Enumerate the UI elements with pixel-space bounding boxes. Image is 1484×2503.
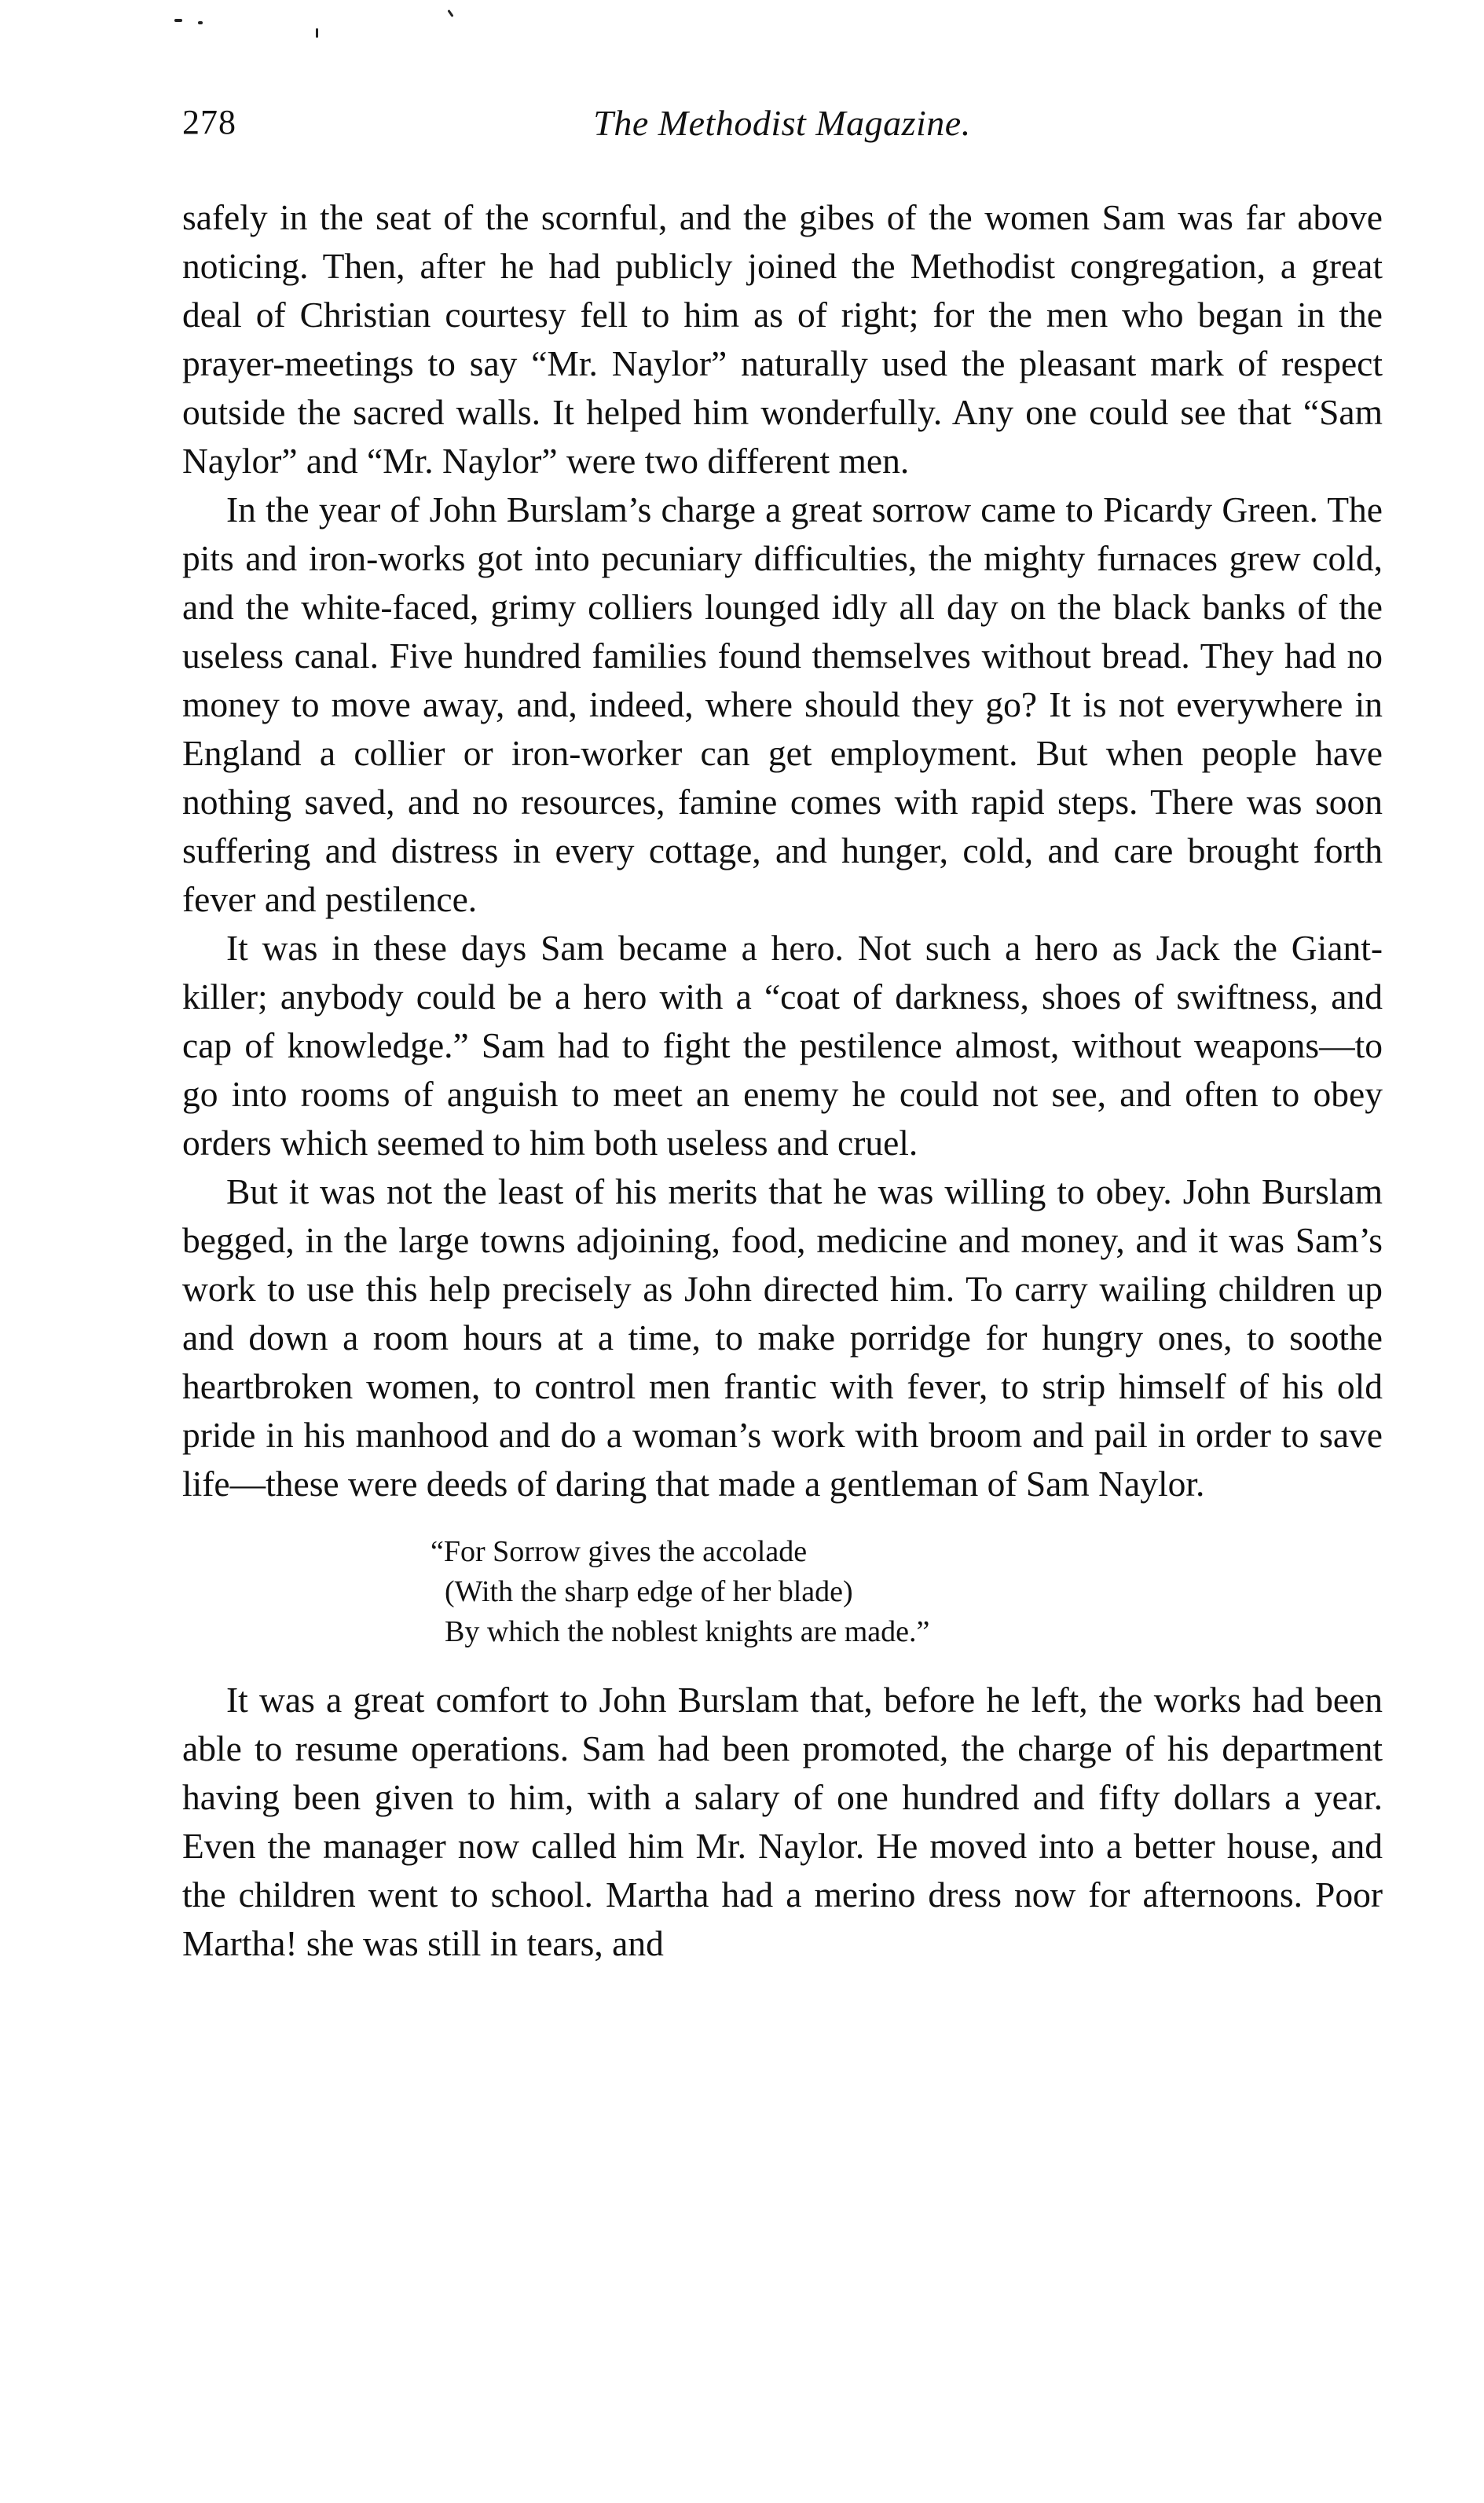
scan-speck <box>198 21 203 24</box>
poem-line: By which the noblest knights are made.” <box>445 1615 930 1648</box>
paragraph: It was a great comfort to John Burslam that, before he left, the works had been able to resume operations. Sam had been promoted, the charge of his department having been given to him, with a salary of one hundred and fifty dollars a year. Even the manager now called him Mr. Naylor. He moved into a better house, and the children went to school. Martha had a merino dress now for afternoons. Poor Martha! she was still in tears, and <box>182 1680 1383 1963</box>
scan-speck <box>316 28 318 38</box>
scan-speck <box>174 19 182 22</box>
paragraph: It was in these days Sam became a hero. Not such a hero as Jack the Giant-killer; anybody could be a hero with a “coat of darkness, shoes of swiftness, and cap of knowledge.” Sam had to fight the pestilence almost, without weapons—to go into rooms of anguish to meet an enemy he could not see, and often to obey orders which seemed to him both useless and cruel. <box>182 928 1383 1163</box>
poem-line: (With the sharp edge of her blade) <box>445 1575 853 1608</box>
article-body <box>182 193 1383 1968</box>
page-number: 278 <box>182 103 236 141</box>
scan-speck <box>447 9 453 17</box>
page-header <box>182 102 1382 157</box>
running-title: The Methodist Magazine. <box>593 103 971 143</box>
paragraph: But it was not the least of his merits that he was willing to obey. John Burslam begged, in the large towns adjoining, food, medicine and money, and it was Sam’s work to use this help precisely as John directed him. To carry wailing children up and down a room hours at a time, to make porridge for hungry ones, to soothe heartbroken women, to control men frantic with fever, to strip himself of his old pride in his manhood and do a woman’s work with broom and pail in order to save life—these were deeds of daring that made a gentleman of Sam Naylor. <box>182 1171 1383 1504</box>
poem-quote <box>431 1532 1383 1652</box>
paragraph: safely in the seat of the scornful, and the gibes of the women Sam was far above noticing. Then, after he had publicly joined the Methodist congregation, a great deal of Christian courtesy fell to him as of right; for the men who began in the prayer-meetings to say “Mr. Naylor” naturally used the pleasant mark of respect outside the sacred walls. It helped him wonderfully. Any one could see that “Sam Naylor” and “Mr. Naylor” were two different men. <box>182 197 1383 481</box>
poem-line: “For Sorrow gives the accolade <box>431 1535 808 1568</box>
paragraph: In the year of John Burslam’s charge a great sorrow came to Picardy Green. The pits and iron-works got into pecuniary difficulties, the mighty furnaces grew cold, and the white-faced, grimy colliers lounged idly all day on the black banks of the useless canal. Five hundred families found themselves without bread. They had no money to move away, and, indeed, where should they go? It is not everywhere in England a collier or iron-worker can get employment. But when people have nothing saved, and no resources, famine comes with rapid steps. There was soon suffering and distress in every cottage, and hunger, cold, and care brought forth fever and pestilence. <box>182 489 1383 919</box>
